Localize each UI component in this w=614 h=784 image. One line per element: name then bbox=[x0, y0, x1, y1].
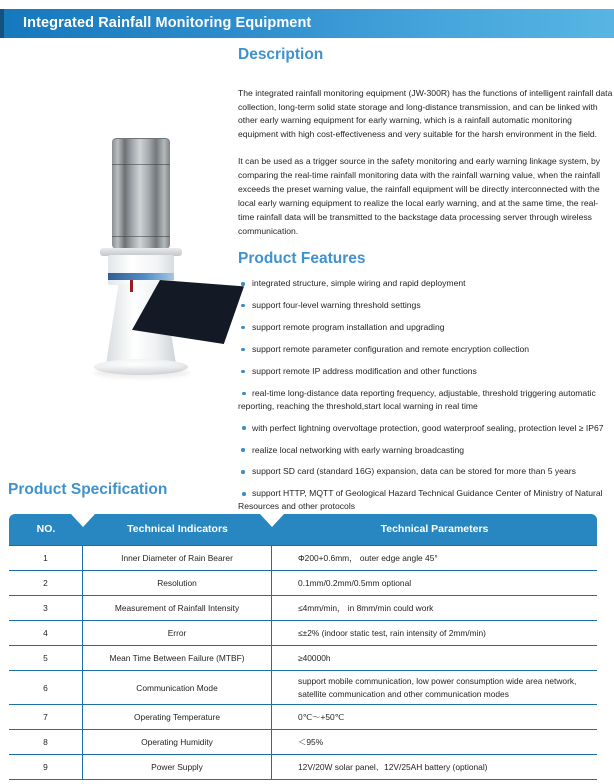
column-header-no: NO. bbox=[36, 523, 56, 535]
cell-parameter: 12V/20W solar panel、12V/25AH battery (optional) bbox=[298, 761, 488, 772]
cell-indicator: Operating Temperature bbox=[83, 705, 272, 729]
cell-no: 1 bbox=[9, 546, 83, 570]
table-row bbox=[9, 755, 597, 780]
bullet-dot-icon bbox=[242, 392, 246, 396]
list-item bbox=[238, 444, 614, 456]
cell-parameter: ＜95% bbox=[298, 736, 324, 747]
cell-parameter: ≤4mm/min， in 8mm/min could work bbox=[298, 602, 434, 613]
cell-parameter: ≤±2% (indoor static test, rain intensity of 2mm/min) bbox=[298, 627, 486, 638]
specification-table bbox=[9, 514, 597, 780]
table-row bbox=[9, 545, 597, 571]
list-item bbox=[238, 465, 614, 477]
cell-parameter: 0.1mm/0.2mm/0.5mm optional bbox=[298, 577, 412, 588]
cell-indicator: Operating Humidity bbox=[83, 730, 272, 754]
list-item-label: with perfect lightning overvoltage protection, good waterproof sealing, protection level ≥ IP67 bbox=[252, 422, 604, 433]
bullet-dot-icon bbox=[241, 348, 245, 352]
table-row bbox=[9, 705, 597, 730]
list-item bbox=[238, 343, 614, 355]
cell-parameter: ≥40000h bbox=[298, 652, 331, 663]
cell-no: 4 bbox=[9, 621, 83, 645]
list-item-label: real-time long-distance data reporting frequency, adjustable, threshold triggering automatic reporting, reaching the threshold,start local warning in real time bbox=[238, 388, 596, 411]
cell-indicator: Error bbox=[83, 621, 272, 645]
table-row bbox=[9, 671, 597, 705]
description-paragraph-1: The integrated rainfall monitoring equipment (JW-300R) has the functions of intelligent rainfall data collection, long-term solid state storage and long-distance transmission, and can be linked with other early warning equipment for early warning, which is a rainfall automatic monitoring equipment with high cost-effectiveness and very suitable for the harsh environment in the field. bbox=[238, 87, 613, 140]
column-header-indicators: Technical Indicators bbox=[127, 523, 228, 535]
list-item-label: support remote parameter configuration and remote encryption collection bbox=[252, 344, 530, 355]
list-item-label: support HTTP, MQTT of Geological Hazard Technical Guidance Center of Ministry of Natural Resources and other protocols bbox=[238, 488, 603, 511]
description-heading: Description bbox=[238, 46, 324, 63]
list-item-label: support remote IP address modification and other functions bbox=[252, 366, 477, 377]
features-heading: Product Features bbox=[238, 249, 366, 267]
content-column bbox=[238, 46, 614, 522]
cell-indicator: Power Supply bbox=[83, 755, 272, 779]
table-row bbox=[9, 596, 597, 621]
list-item bbox=[238, 321, 614, 333]
cell-no: 3 bbox=[9, 596, 83, 620]
cell-no: 8 bbox=[9, 730, 83, 754]
list-item bbox=[238, 299, 614, 311]
cell-no: 5 bbox=[9, 646, 83, 670]
cylinder-seam-lower bbox=[112, 236, 170, 237]
list-item-label: realize local networking with early warning broadcasting bbox=[252, 444, 465, 455]
list-item bbox=[238, 387, 614, 412]
cell-indicator: Inner Diameter of Rain Bearer bbox=[83, 546, 272, 570]
table-row bbox=[9, 571, 597, 596]
page-title: Integrated Rainfall Monitoring Equipment bbox=[23, 15, 312, 31]
bullet-dot-icon bbox=[242, 426, 246, 430]
bullet-dot-icon bbox=[241, 282, 245, 286]
bullet-dot-icon bbox=[241, 448, 245, 452]
page-header-banner bbox=[0, 9, 614, 38]
specification-heading: Product Specification bbox=[8, 481, 168, 498]
cell-no: 6 bbox=[9, 671, 83, 704]
bullet-dot-icon bbox=[241, 326, 245, 330]
cell-no: 2 bbox=[9, 571, 83, 595]
cylinder-seam-upper bbox=[112, 164, 170, 165]
list-item-label: support remote program installation and upgrading bbox=[252, 322, 445, 333]
cell-parameter: 0℃～+50℃ bbox=[298, 711, 345, 722]
table-row bbox=[9, 730, 597, 755]
cell-indicator: Mean Time Between Failure (MTBF) bbox=[83, 646, 272, 670]
table-body bbox=[9, 545, 597, 780]
table-header-row bbox=[9, 514, 597, 545]
description-paragraph-2: It can be used as a trigger source in the safety monitoring and early warning linkage system, by comparing the real-time rainfall monitoring data with the rainfall warning value, when the rainfall exceeds the preset warning value, the rainfall equipment will be directly interconnected with the local early warning equipment to realize the local early warning, and at the same time, the real-time rainfall data will be transmitted to the backstage data processing server through wireless communication. bbox=[238, 156, 601, 236]
cell-parameter: Φ200+0.6mm， outer edge angle 45° bbox=[298, 552, 438, 563]
list-item-label: support four-level warning threshold settings bbox=[252, 300, 421, 311]
list-item bbox=[238, 487, 614, 512]
product-shadow bbox=[94, 368, 190, 378]
antenna-stem bbox=[130, 280, 133, 292]
bullet-dot-icon bbox=[241, 304, 245, 308]
rain-gauge-cylinder bbox=[112, 138, 170, 249]
cell-no: 7 bbox=[9, 705, 83, 729]
cell-no: 9 bbox=[9, 755, 83, 779]
list-item bbox=[238, 422, 614, 434]
cell-indicator: Measurement of Rainfall Intensity bbox=[83, 596, 272, 620]
features-list bbox=[238, 277, 614, 512]
bullet-dot-icon bbox=[242, 492, 246, 496]
table-row bbox=[9, 646, 597, 671]
list-item-label: integrated structure, simple wiring and rapid deployment bbox=[252, 278, 466, 289]
list-item-label: support SD card (standard 16G) expansion, data can be stored for more than 5 years bbox=[252, 466, 576, 477]
cell-indicator: Resolution bbox=[83, 571, 272, 595]
brand-label-strip bbox=[108, 273, 174, 280]
table-row bbox=[9, 621, 597, 646]
list-item bbox=[238, 365, 614, 377]
cell-parameter: support mobile communication, low power consumption wide area network, satellite communication and other communication modes bbox=[298, 676, 577, 699]
list-item bbox=[238, 277, 614, 289]
cell-indicator: Communication Mode bbox=[83, 671, 272, 704]
bullet-dot-icon bbox=[241, 370, 245, 374]
product-photo bbox=[46, 112, 234, 402]
bullet-dot-icon bbox=[241, 470, 245, 474]
column-header-parameters: Technical Parameters bbox=[380, 523, 489, 535]
